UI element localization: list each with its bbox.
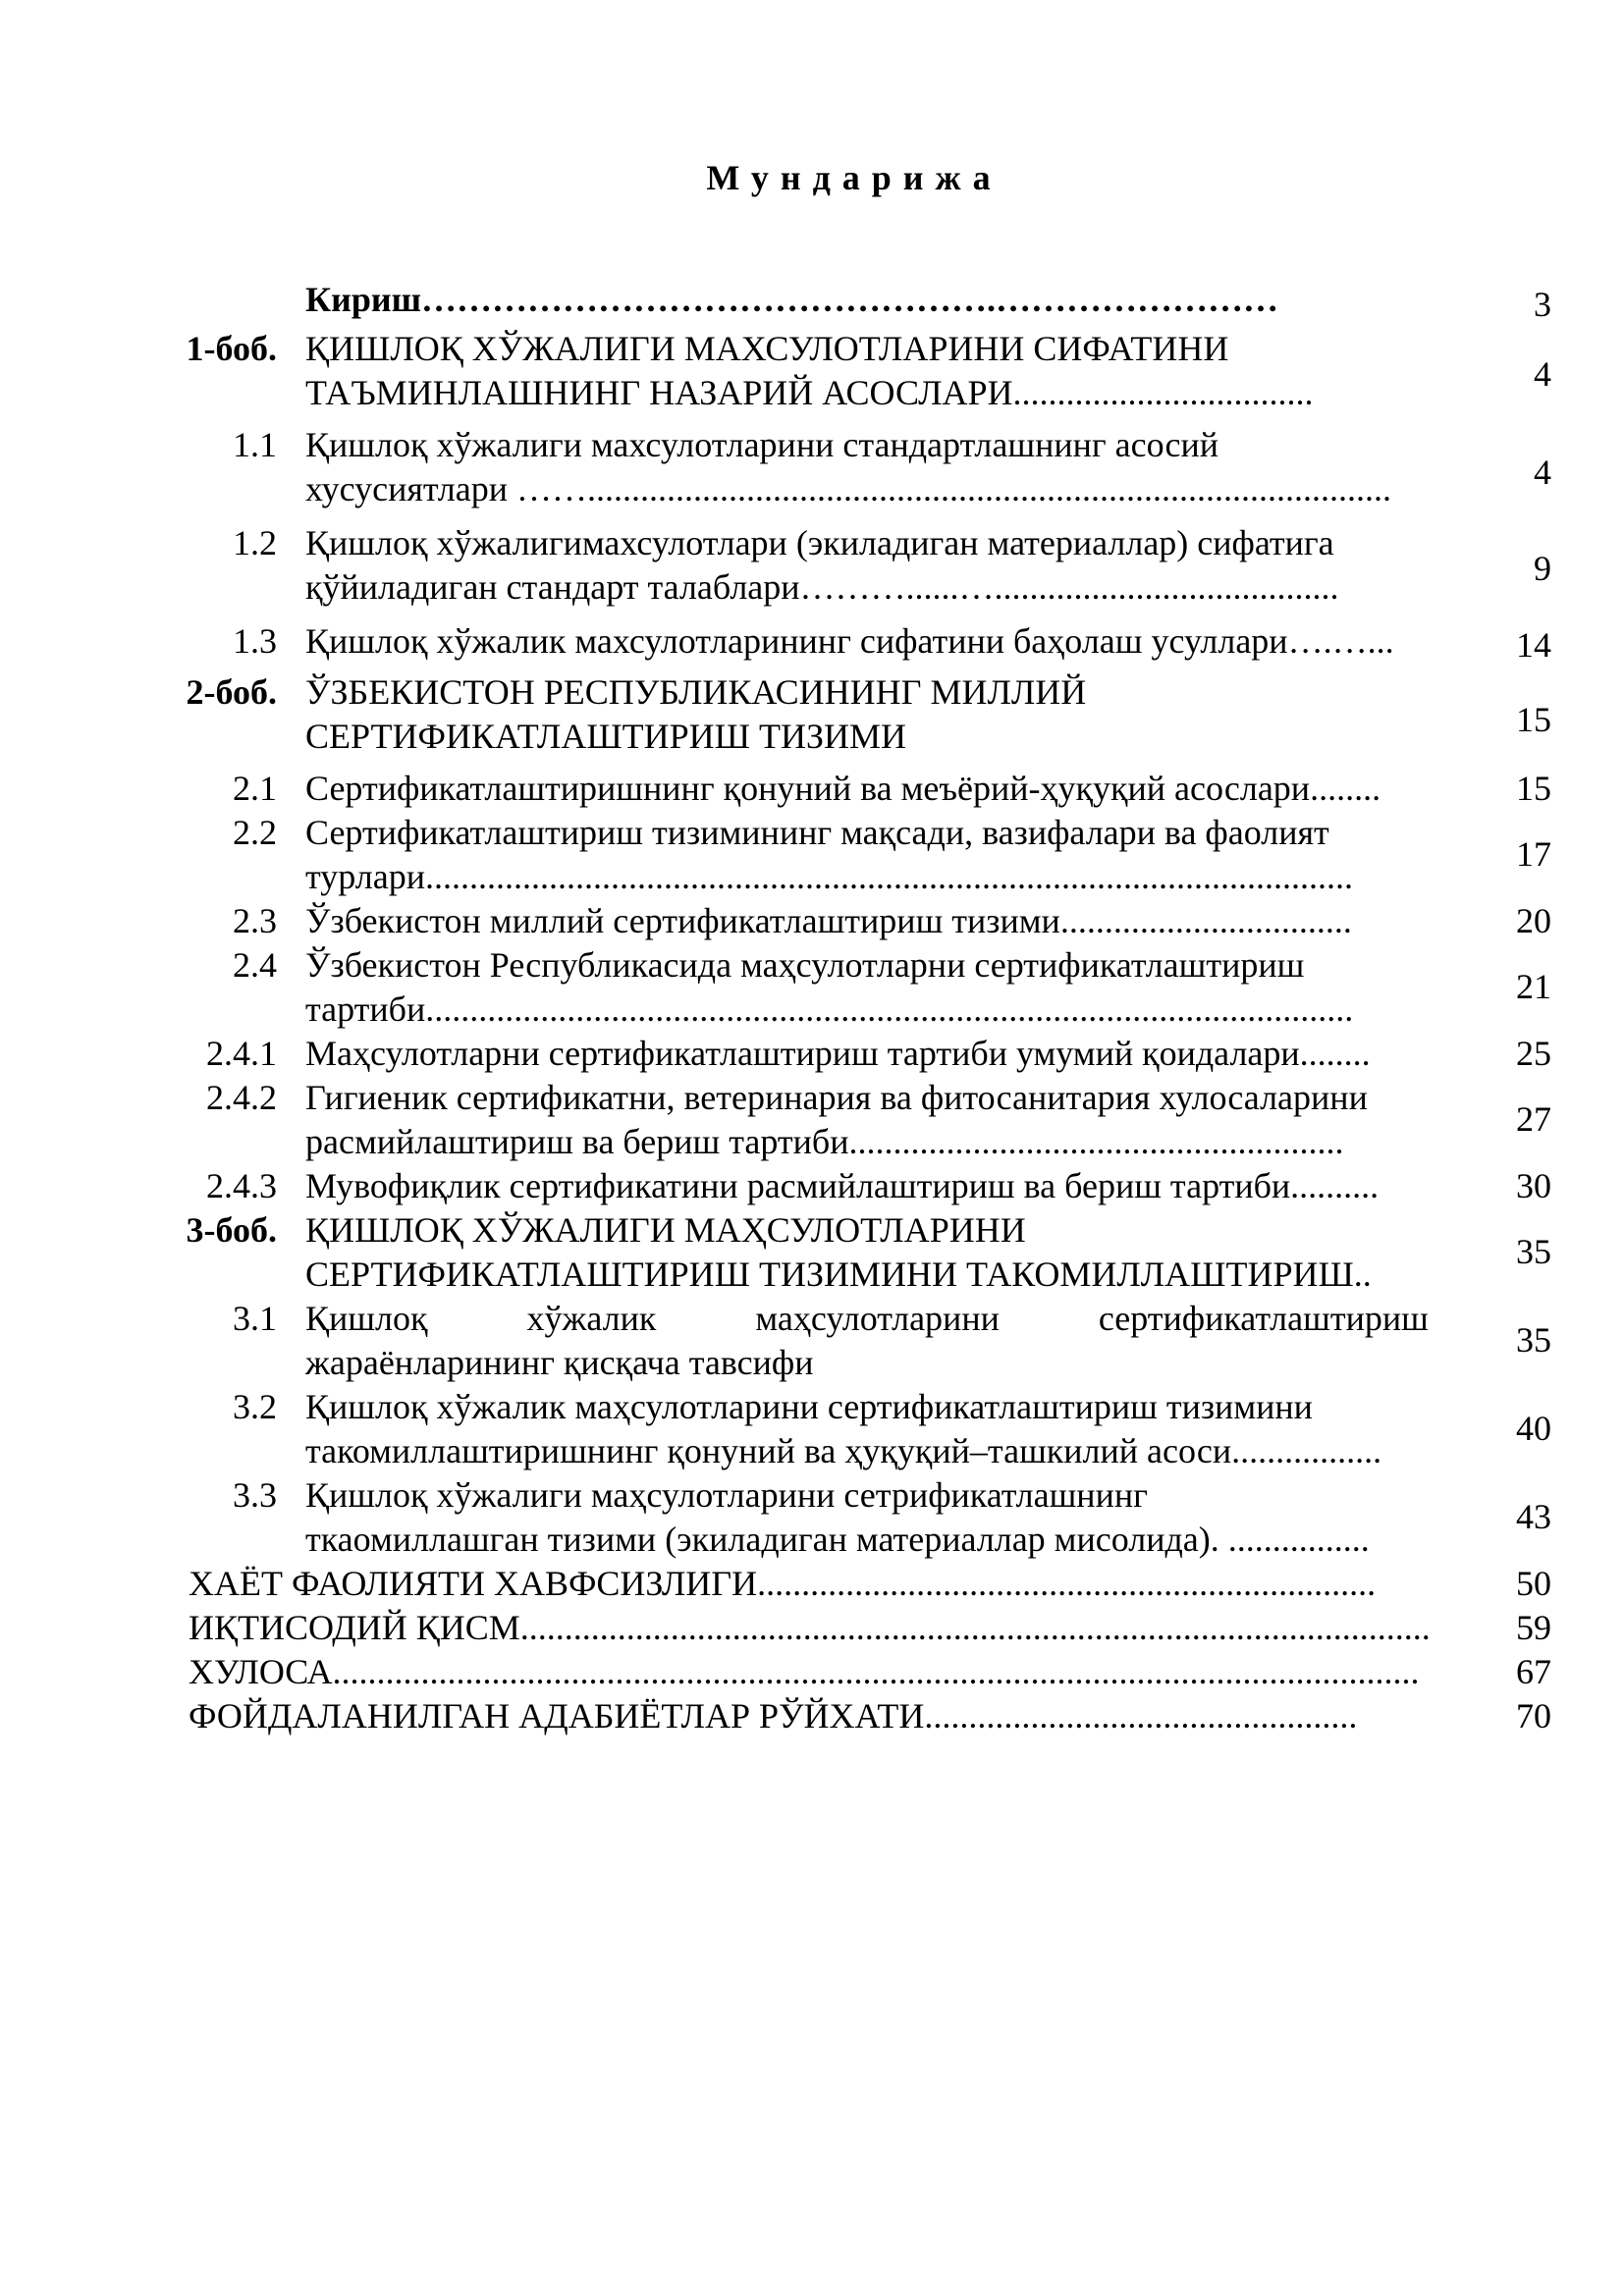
entry-number: 3.2 [233, 1387, 277, 1426]
entry-page: 30 [1516, 1166, 1551, 1205]
entry-page: 35 [1516, 1232, 1551, 1271]
entry-title: ЎЗБЕКИСТОН РЕСПУБЛИКАСИНИНГ МИЛЛИЙ СЕРТИФИКАТЛАШТИРИШ ТИЗИМИ [305, 672, 1087, 756]
entry-number: 1.1 [233, 425, 277, 464]
entry-title: ИҚТИСОДИЙ ҚИСМ....................................................................................................... [189, 1608, 1431, 1647]
entry-title: ХУЛОСА........................................................................................................................... [189, 1652, 1420, 1691]
entry-title: Қишлоқ хўжалиги маҳсулотларини сетрификатлашнинг ткаомиллашган тизими (экиладиган материаллар мисолида). ................ [305, 1475, 1370, 1559]
entry-number: 2-боб. [186, 672, 277, 712]
entry-number: 2.4 [233, 945, 277, 985]
entry-page: 67 [1516, 1652, 1551, 1691]
entry-title: ҚИШЛОҚ ХЎЖАЛИГИ МАХСУЛОТЛАРИНИ СИФАТИНИ ТАЪМИНЛАШНИНГ НАЗАРИЙ АСОСЛАРИ.................................. [305, 329, 1314, 412]
entry-number: 2.3 [233, 901, 277, 940]
entry-number: 2.1 [233, 769, 277, 808]
entry-title: ХАЁТ ФАОЛИЯТИ ХАВФСИЗЛИГИ...................................................................... [189, 1564, 1377, 1603]
entry-title: Сертификатлаштириш тизимининг мақсади, вазифалари ва фаолият турлари......................................................................................................... [305, 813, 1353, 896]
entry-title: Қишлоқ хўжалигимахсулотлари (экиладиган материаллар) сифатига қўйиладиган стандарт талаблари………......…....................................... [305, 523, 1339, 607]
entry-page: 4 [1534, 453, 1551, 492]
entry-page: 14 [1516, 625, 1551, 665]
entry-page: 50 [1516, 1564, 1551, 1603]
toc-title: Мундарижа [706, 158, 1002, 197]
entry-page: 35 [1516, 1320, 1551, 1360]
entry-number: 1-боб. [186, 329, 277, 368]
entry-title: Қишлоқ хўжалик маҳсулотларини сертификатлаштириш жараёнларининг қисқача тавсифи [305, 1299, 1429, 1382]
entry-page: 9 [1534, 549, 1551, 588]
entry-page: 20 [1516, 901, 1551, 940]
entry-number: 3.1 [233, 1299, 277, 1338]
entry-number: 2.2 [233, 813, 277, 852]
entry-page: 15 [1516, 700, 1551, 739]
entry-title: Сертификатлаштиришнинг қонуний ва меъёрий-ҳуқуқий асослари........ [305, 769, 1381, 808]
entry-page: 3 [1534, 285, 1551, 324]
entry-title: Маҳсулотларни сертификатлаштириш тартиби умумий қоидалари........ [305, 1034, 1371, 1073]
entry-page: 59 [1516, 1608, 1551, 1647]
entry-title: Қишлоқ хўжалиги махсулотларини стандартлашнинг асосий хусусиятлари ……........................................................................................... [305, 425, 1391, 508]
entry-number: 2.4.1 [206, 1034, 277, 1073]
entry-number: 1.3 [233, 621, 277, 661]
entry-page: 4 [1534, 354, 1551, 394]
entry-page: 40 [1516, 1409, 1551, 1448]
entry-number: 3-боб. [186, 1210, 277, 1250]
entry-title: Кириш………………………………………….…………………… [305, 280, 1279, 319]
entry-title: Қишлоқ хўжалик махсулотларининг сифатини баҳолаш усуллари….…... [305, 621, 1394, 661]
entry-number: 2.4.2 [206, 1078, 277, 1117]
entry-title: Ўзбекистон Республикасида маҳсулотларни сертификатлаштириш тартиби......................................................................................................... [305, 945, 1354, 1029]
entry-title: ФОЙДАЛАНИЛГАН АДАБИЁТЛАР РЎЙХАТИ................................................. [189, 1696, 1358, 1735]
entry-page: 43 [1516, 1497, 1551, 1536]
entry-title: Қишлоқ хўжалик маҳсулотларини сертификатлаштириш тизимини такомиллаштиришнинг қонуний ва ҳуқуқий–ташкилий асоси................. [305, 1387, 1382, 1470]
entry-number: 1.2 [233, 523, 277, 562]
entry-number: 3.3 [233, 1475, 277, 1515]
entry-page: 21 [1516, 967, 1551, 1006]
entry-title: Гигиеник сертификатни, ветеринария ва фитосанитария хулосаларини расмийлаштириш ва бериш тартиби........................................................ [305, 1078, 1368, 1161]
entry-title: ҚИШЛОҚ ХЎЖАЛИГИ МАҲСУЛОТЛАРИНИ СЕРТИФИКАТЛАШТИРИШ ТИЗИМИНИ ТАКОМИЛЛАШТИРИШ.. [305, 1210, 1372, 1294]
entry-page: 25 [1516, 1034, 1551, 1073]
entry-number: 2.4.3 [206, 1166, 277, 1205]
entry-page: 15 [1516, 769, 1551, 808]
entry-page: 17 [1516, 834, 1551, 874]
entry-page: 27 [1516, 1099, 1551, 1139]
entry-page: 70 [1516, 1696, 1551, 1735]
entry-title: Мувофиқлик сертификатини расмийлаштириш ва бериш тартиби.......... [305, 1166, 1380, 1205]
entry-title: Ўзбекистон миллий сертификатлаштириш тизими................................. [305, 901, 1352, 940]
